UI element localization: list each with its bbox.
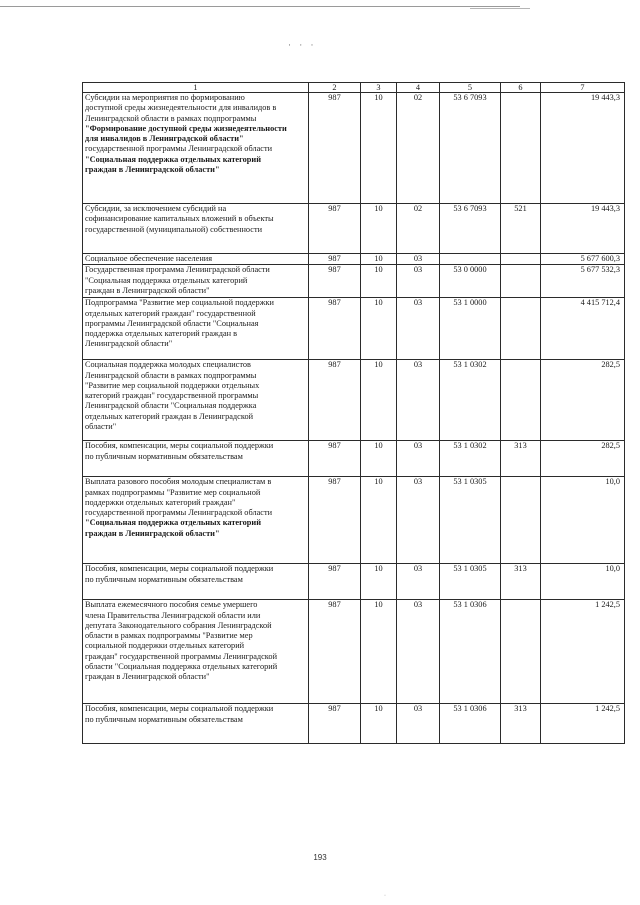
header-col-5: 5 bbox=[440, 83, 501, 93]
description-line: "Формирование доступной среды жизнедеятельности bbox=[85, 123, 287, 133]
description-line: государственной программы Ленинградской области bbox=[85, 144, 273, 154]
row-ministry-code: 987 bbox=[309, 477, 361, 564]
row-description bbox=[83, 204, 309, 254]
description-line: социальной поддержки отдельных категорий bbox=[85, 641, 245, 651]
description-line: поддержка отдельных категорий граждан в bbox=[85, 329, 238, 339]
row-amount: 1 242,5 bbox=[541, 704, 625, 744]
row-subsection-code: 03 bbox=[397, 360, 440, 441]
row-target-article: 53 1 0306 bbox=[440, 600, 501, 704]
row-section-code: 10 bbox=[361, 600, 397, 704]
description-line: граждан" государственной программы Ленинградской bbox=[85, 651, 278, 661]
description-line: Социальная поддержка молодых специалистов bbox=[85, 360, 251, 370]
row-description bbox=[83, 704, 309, 744]
row-subsection-code: 03 bbox=[397, 600, 440, 704]
table-row bbox=[83, 600, 625, 704]
description-line: отдельных категорий граждан" государственной bbox=[85, 308, 256, 318]
row-subsection-code: 03 bbox=[397, 254, 440, 265]
row-expense-type: 313 bbox=[501, 441, 541, 477]
row-section-code: 10 bbox=[361, 360, 397, 441]
description-line: Ленинградской области в рамках подпрограммы bbox=[85, 370, 257, 380]
row-expense-type bbox=[501, 93, 541, 204]
row-section-code: 10 bbox=[361, 477, 397, 564]
description-line: граждан в Ленинградской области" bbox=[85, 672, 210, 682]
description-line: поддержки отдельных категорий граждан" bbox=[85, 497, 236, 507]
row-amount: 19 443,3 bbox=[541, 93, 625, 204]
description-line: граждан в Ленинградской области" bbox=[85, 285, 210, 295]
row-amount: 19 443,3 bbox=[541, 204, 625, 254]
description-line: граждан в Ленинградской области" bbox=[85, 528, 220, 538]
row-description bbox=[83, 93, 309, 204]
table-row bbox=[83, 477, 625, 564]
table-row bbox=[83, 204, 625, 254]
description-line: Пособия, компенсации, меры социальной поддержки bbox=[85, 441, 274, 451]
description-line: члена Правительства Ленинградской области или bbox=[85, 610, 261, 620]
row-expense-type bbox=[501, 600, 541, 704]
scan-edge-line bbox=[0, 6, 520, 7]
row-section-code: 10 bbox=[361, 204, 397, 254]
row-target-article: 53 1 0000 bbox=[440, 298, 501, 360]
row-ministry-code: 987 bbox=[309, 360, 361, 441]
row-section-code: 10 bbox=[361, 265, 397, 298]
row-description bbox=[83, 600, 309, 704]
row-description bbox=[83, 564, 309, 600]
row-section-code: 10 bbox=[361, 93, 397, 204]
description-line: Ленинградской области в рамках подпрограммы bbox=[85, 113, 257, 123]
row-section-code: 10 bbox=[361, 298, 397, 360]
description-line: депутата Законодательного собрания Ленинградской bbox=[85, 620, 272, 630]
scan-dots: · · · bbox=[288, 40, 317, 50]
row-target-article bbox=[440, 254, 501, 265]
row-expense-type bbox=[501, 477, 541, 564]
description-line: по публичным нормативным обязательствам bbox=[85, 451, 243, 461]
row-description bbox=[83, 265, 309, 298]
description-line: Социальное обеспечение населения bbox=[85, 254, 213, 263]
row-description bbox=[83, 254, 309, 265]
row-amount: 1 242,5 bbox=[541, 600, 625, 704]
description-line: "Развитие мер социальной поддержки отдельных bbox=[85, 380, 260, 390]
description-line: Ленинградской области "Социальная поддержка bbox=[85, 401, 257, 411]
table-row bbox=[83, 93, 625, 204]
table-row bbox=[83, 265, 625, 298]
row-description bbox=[83, 298, 309, 360]
description-line: граждан в Ленинградской области" bbox=[85, 165, 220, 175]
header-col-3: 3 bbox=[361, 83, 397, 93]
row-target-article: 53 1 0302 bbox=[440, 441, 501, 477]
row-subsection-code: 02 bbox=[397, 93, 440, 204]
row-amount: 4 415 712,4 bbox=[541, 298, 625, 360]
row-section-code: 10 bbox=[361, 704, 397, 744]
row-ministry-code: 987 bbox=[309, 204, 361, 254]
description-line: Государственная программа Ленинградской области bbox=[85, 265, 270, 275]
description-line: Субсидии, за исключением субсидий на bbox=[85, 204, 227, 213]
table-row bbox=[83, 564, 625, 600]
description-line: Выплата ежемесячного пособия семье умершего bbox=[85, 600, 258, 610]
table-header-row bbox=[83, 83, 625, 93]
row-ministry-code: 987 bbox=[309, 441, 361, 477]
description-line: доступной среды жизнедеятельности для инвалидов в bbox=[85, 103, 277, 113]
row-expense-type: 521 bbox=[501, 204, 541, 254]
description-line: "Социальная поддержка отдельных категорий bbox=[85, 518, 261, 528]
description-line: "Социальная поддержка отдельных категорий bbox=[85, 275, 248, 285]
description-line: области "Социальная поддержка отдельных категорий bbox=[85, 662, 278, 672]
header-col-1: 1 bbox=[83, 83, 309, 93]
row-subsection-code: 03 bbox=[397, 298, 440, 360]
description-line: Пособия, компенсации, меры социальной поддержки bbox=[85, 704, 274, 714]
page-number: 193 bbox=[313, 853, 327, 862]
row-subsection-code: 03 bbox=[397, 265, 440, 298]
table-row bbox=[83, 441, 625, 477]
description-line: Ленинградской области" bbox=[85, 339, 173, 349]
row-amount: 282,5 bbox=[541, 360, 625, 441]
row-description bbox=[83, 477, 309, 564]
row-description bbox=[83, 360, 309, 441]
row-subsection-code: 03 bbox=[397, 564, 440, 600]
description-line: Подпрограмма "Развитие мер социальной поддержки bbox=[85, 298, 274, 308]
row-target-article: 53 0 0000 bbox=[440, 265, 501, 298]
row-section-code: 10 bbox=[361, 441, 397, 477]
row-target-article: 53 1 0305 bbox=[440, 477, 501, 564]
row-target-article: 53 6 7093 bbox=[440, 93, 501, 204]
description-line: по публичным нормативным обязательствам bbox=[85, 714, 243, 724]
row-target-article: 53 1 0305 bbox=[440, 564, 501, 600]
row-subsection-code: 02 bbox=[397, 204, 440, 254]
description-line: программы Ленинградской области "Социальная bbox=[85, 318, 259, 328]
description-line: для инвалидов в Ленинградской области" bbox=[85, 134, 244, 144]
row-amount: 5 677 532,3 bbox=[541, 265, 625, 298]
row-expense-type: 313 bbox=[501, 704, 541, 744]
row-amount: 282,5 bbox=[541, 441, 625, 477]
row-amount: 10,0 bbox=[541, 477, 625, 564]
row-subsection-code: 03 bbox=[397, 441, 440, 477]
row-ministry-code: 987 bbox=[309, 704, 361, 744]
header-col-4: 4 bbox=[397, 83, 440, 93]
row-ministry-code: 987 bbox=[309, 564, 361, 600]
header-col-6: 6 bbox=[501, 83, 541, 93]
table-row bbox=[83, 298, 625, 360]
row-ministry-code: 987 bbox=[309, 254, 361, 265]
row-expense-type bbox=[501, 265, 541, 298]
row-subsection-code: 03 bbox=[397, 477, 440, 564]
description-line: рамках подпрограммы "Развитие мер социальной bbox=[85, 487, 261, 497]
table-row bbox=[83, 360, 625, 441]
description-line: Пособия, компенсации, меры социальной поддержки bbox=[85, 564, 274, 574]
description-line: по публичным нормативным обязательствам bbox=[85, 574, 243, 584]
row-section-code: 10 bbox=[361, 564, 397, 600]
row-description bbox=[83, 441, 309, 477]
row-target-article: 53 6 7093 bbox=[440, 204, 501, 254]
row-amount: 5 677 600,3 bbox=[541, 254, 625, 265]
description-line: Выплата разового пособия молодым специалистам в bbox=[85, 477, 272, 487]
description-line: государственной программы Ленинградской области bbox=[85, 508, 273, 518]
description-line: "Социальная поддержка отдельных категорий bbox=[85, 154, 261, 164]
row-expense-type bbox=[501, 298, 541, 360]
description-line: Субсидии на мероприятия по формированию bbox=[85, 93, 245, 102]
table-row bbox=[83, 704, 625, 744]
description-line: области" bbox=[85, 422, 117, 432]
row-ministry-code: 987 bbox=[309, 265, 361, 298]
row-ministry-code: 987 bbox=[309, 600, 361, 704]
table-row bbox=[83, 254, 625, 265]
description-line: области в рамках подпрограммы "Развитие мер bbox=[85, 631, 253, 641]
row-ministry-code: 987 bbox=[309, 93, 361, 204]
row-subsection-code: 03 bbox=[397, 704, 440, 744]
row-amount: 10,0 bbox=[541, 564, 625, 600]
budget-table bbox=[82, 82, 625, 744]
row-expense-type bbox=[501, 254, 541, 265]
row-section-code: 10 bbox=[361, 254, 397, 265]
row-ministry-code: 987 bbox=[309, 298, 361, 360]
description-line: государственной (муниципальной) собственности bbox=[85, 224, 263, 234]
row-target-article: 53 1 0306 bbox=[440, 704, 501, 744]
scan-speck: · bbox=[384, 893, 386, 899]
scan-edge-line-short bbox=[470, 8, 530, 9]
description-line: категорий граждан" государственной программы bbox=[85, 391, 259, 401]
row-expense-type: 313 bbox=[501, 564, 541, 600]
row-target-article: 53 1 0302 bbox=[440, 360, 501, 441]
header-col-7: 7 bbox=[541, 83, 625, 93]
header-col-2: 2 bbox=[309, 83, 361, 93]
description-line: софинансирование капитальных вложений в объекты bbox=[85, 214, 274, 224]
description-line: отдельных категорий граждан в Ленинградской bbox=[85, 411, 254, 421]
row-expense-type bbox=[501, 360, 541, 441]
